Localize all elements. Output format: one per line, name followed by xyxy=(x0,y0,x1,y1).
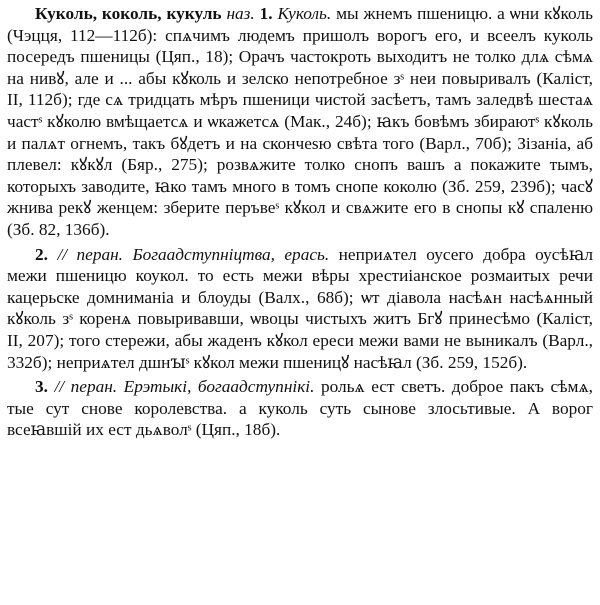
sense-text-3: рольѧ ест светъ. доброе пакъ сѣмѧ, тые сут снове королевства. а куколь суть сынове злосьтивые. А ворог всеꙗвшій их ест дьѧволˢ (Цяп., 18б). xyxy=(7,377,593,440)
sense-gloss-1: Куколь. xyxy=(277,4,332,23)
sense-label-3: // перан. Ерэтыкі, богаадступнікі. xyxy=(54,377,315,397)
sense-label-2: // перан. Богаадступніцтва, ерась. xyxy=(57,244,330,264)
sense-number-1: 1. xyxy=(259,4,273,23)
headword: Куколь, коколь, кукуль xyxy=(35,4,222,23)
entry-sense-3 xyxy=(7,376,593,441)
sense-text-2: неприѧтел оусего добра оусѣꙗл межи пшеницю коукол. то есть межи вѣры хрестиіанское розмаитых речи кацерьске домниманіа и блоуды (Валх., 68б); ѡт діавола насѣѧн насѣѧнный кꙋколь зˢ коренѧ повыривавши, ѡвоцы чистыхъ житъ Бгꙋ принесѣмо (Каліст, II, 207); того стережи, абы жаденъ кꙋкол ереси межи вами не выникалъ (Варл., 332б); неприѧтел дшнꙑˢ кꙋкол межи пшеницꙋ насѣꙗл (Зб. 259, 152б). xyxy=(7,244,593,372)
entry-sense-2 xyxy=(7,244,593,374)
entry-sense-1 xyxy=(7,3,593,241)
sense-number-3: 3. xyxy=(35,377,48,397)
part-of-speech: наз. xyxy=(226,4,255,23)
sense-text-1: мы жнемъ пшеницю. а ѡни кꙋколь (Чэцця, 112—112б): спѧчимъ людемъ пришолъ ворогъ его, и всеелъ куколь посередъ пшеницы (Цяп., 18); Орачъ частокроть выходитъ не толко длѧ сѣмѧ на нивꙋ, але и ... абы кꙋколь и зелско непотребное зˢ неи повыривалъ (Каліст, II, 112б); где сѧ тридцать мѣръ пшеници чистой засѣетъ, тамъ заледвѣ шестаѧ частˢ кꙋколю вмѣщаетсѧ и ѡкажетсѧ (Мак., 24б); ꙗкъ бовѣмъ збираютˢ кꙋколь и палѧт огнемъ, такъ бꙋдетъ и на скончеѕю свѣта того (Варл., 70б); Зізаніа, аб плевел: кꙋкꙋл (Бяр., 275); розвѧжите толко снопъ вашъ а покажите тымъ, которыхъ заводите, ꙗко тамъ много в томъ снопе коколю (Зб. 259, 239б); часꙋ жнива рекꙋ женцем: зберите перъвеˢ кꙋкол и свѧжите его в снопы кꙋ спаленю (Зб. 82, 136б). xyxy=(7,4,593,239)
sense-number-2: 2. xyxy=(35,244,48,264)
